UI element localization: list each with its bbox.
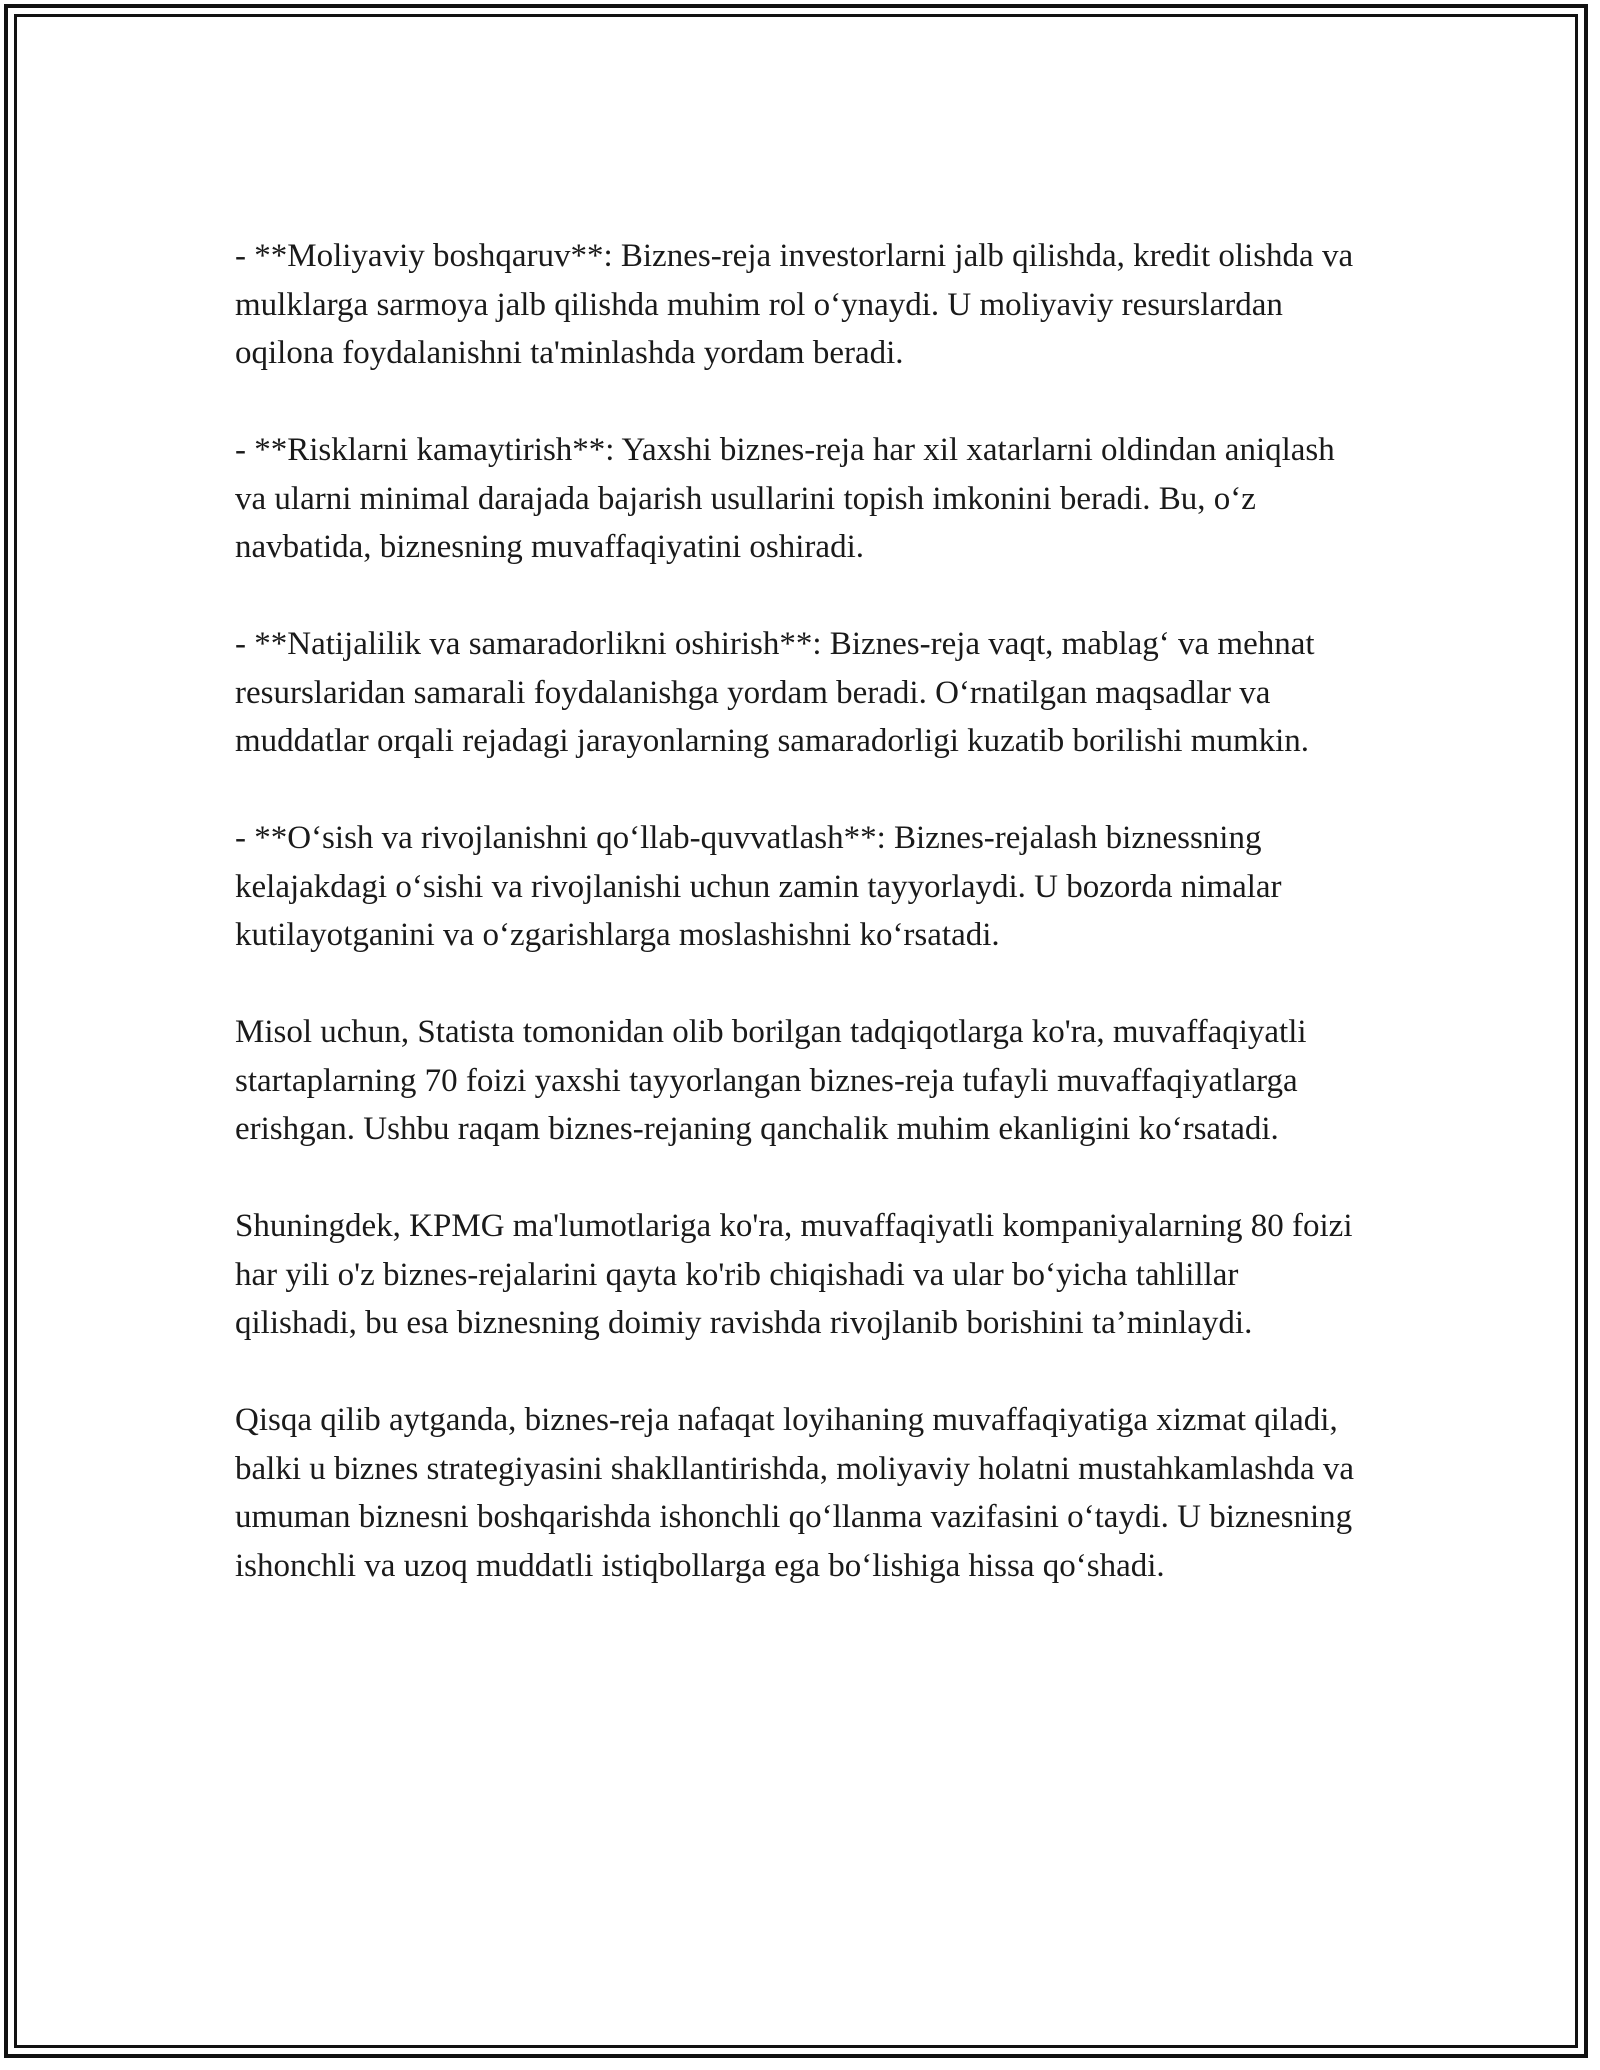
paragraph-kpmg-data: Shuningdek, KPMG ma'lumotlariga ko'ra, muvaffaqiyatli kompaniyalarning 80 foizi har yili o'z biznes-rejalarini qayta ko'rib chiqishadi va ular boʻyicha tahlillar qilishadi, bu esa biznesning doimiy ravishda rivojlanib borishini ta’minlaydi. (235, 1208, 1353, 1341)
paragraph-risk-reduction: - **Risklarni kamaytirish**: Yaxshi biznes-reja har xil xatarlarni oldindan aniqlash va ularni minimal darajada bajarish usullarini topish imkonini beradi. Bu, oʻz navbatida, biznesning muvaffaqiyatini oshiradi. (235, 432, 1335, 565)
paragraph-efficiency: - **Natijalilik va samaradorlikni oshirish**: Biznes-reja vaqt, mablagʻ va mehnat resurslaridan samarali foydalanishga yordam beradi. Oʻrnatilgan maqsadlar va muddatlar orqali rejadagi jarayonlarning samaradorligi kuzatib borilishi mumkin. (235, 626, 1315, 759)
paragraph-statista-example: Misol uchun, Statista tomonidan olib borilgan tadqiqotlarga ko'ra, muvaffaqiyatli startaplarning 70 foizi yaxshi tayyorlangan biznes-reja tufayli muvaffaqiyatlarga erishgan. Ushbu raqam biznes-rejaning qanchalik muhim ekanligini koʻrsatadi. (235, 1014, 1307, 1147)
paragraph-growth-support: - **Oʻsish va rivojlanishni qoʻllab-quvvatlash**: Biznes-rejalash biznessning kelajakdagi oʻsishi va rivojlanishi uchun zamin tayyorlaydi. U bozorda nimalar kutilayotganini va oʻzgarishlarga moslashishni koʻrsatadi. (235, 820, 1282, 953)
paragraph-conclusion: Qisqa qilib aytganda, biznes-reja nafaqat loyihaning muvaffaqiyatiga xizmat qiladi, balki u biznes strategiyasini shakllantirishda, moliyaviy holatni mustahkamlashda va umuman biznesni boshqarishda ishonchli qoʻllanma vazifasini oʻtaydi. U biznesning ishonchli va uzoq muddatli istiqbollarga ega boʻlishiga hissa qoʻshadi. (235, 1402, 1355, 1584)
document-body (235, 232, 1365, 1639)
paragraph-financial-management: - **Moliyaviy boshqaruv**: Biznes-reja investorlarni jalb qilishda, kredit olishda va mulklarga sarmoya jalb qilishda muhim rol oʻynaydi. U moliyaviy resurslardan oqilona foydalanishni ta'minlashda yordam beradi. (235, 238, 1354, 371)
